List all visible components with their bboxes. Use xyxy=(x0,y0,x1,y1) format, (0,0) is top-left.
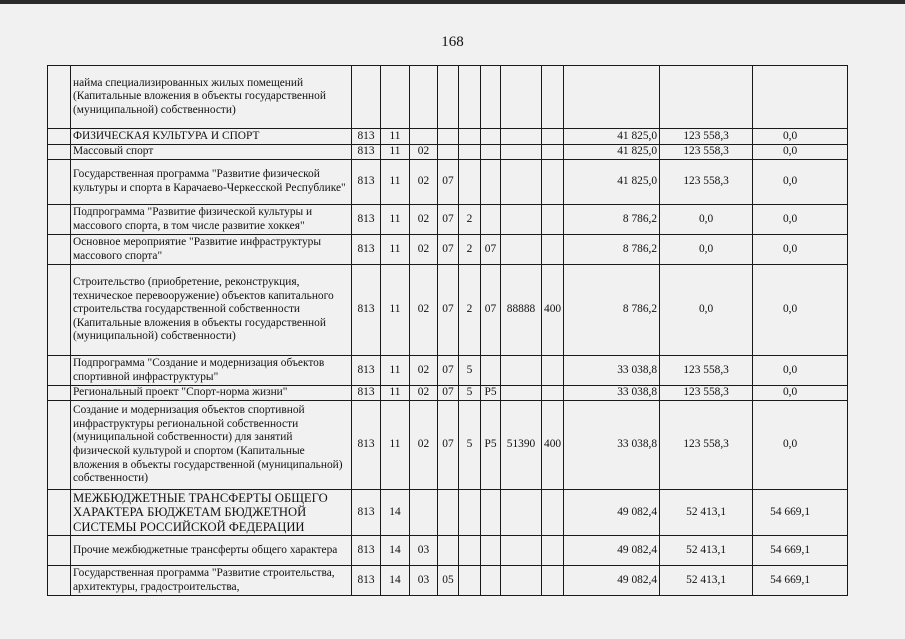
code-cell: 2 xyxy=(459,235,481,265)
code-cell: 813 xyxy=(352,235,381,265)
code-cell: 5 xyxy=(459,356,481,386)
code-cell xyxy=(410,490,438,536)
amount-v2024: 0,0 xyxy=(753,265,848,356)
code-cell xyxy=(501,66,542,129)
code-cell xyxy=(501,145,542,160)
code-cell xyxy=(501,235,542,265)
table-row xyxy=(48,265,848,356)
table-row xyxy=(48,401,848,490)
code-cell: 03 xyxy=(410,566,438,596)
code-cell xyxy=(481,205,501,235)
code-cell xyxy=(459,145,481,160)
top-edge-bar xyxy=(0,0,905,4)
row-name: Создание и модернизация объектов спортивной инфраструктуры региональной собственности (муниципальной собственности) для занятий физической культурой и спортом (Капитальные вложения в объекты государственной (муниципальной) собственности) xyxy=(71,401,352,490)
table-row xyxy=(48,66,848,129)
code-cell: 02 xyxy=(410,265,438,356)
code-cell: 02 xyxy=(410,356,438,386)
code-cell: 813 xyxy=(352,205,381,235)
amount-v2022: 41 825,0 xyxy=(564,160,660,205)
code-cell xyxy=(481,566,501,596)
row-name: Массовый спорт xyxy=(71,145,352,160)
table-row xyxy=(48,386,848,401)
code-cell: 813 xyxy=(352,566,381,596)
code-cell xyxy=(459,66,481,129)
code-cell xyxy=(481,536,501,566)
code-cell: 07 xyxy=(481,265,501,356)
code-cell: 813 xyxy=(352,145,381,160)
page-number: 168 xyxy=(441,34,464,50)
code-cell: 14 xyxy=(381,490,410,536)
code-cell xyxy=(542,386,564,401)
code-cell xyxy=(481,145,501,160)
code-cell xyxy=(542,129,564,145)
row-name: Государственная программа "Развитие физической культуры и спорта в Карачаево-Черкесской Республике" xyxy=(71,160,352,205)
code-cell: 07 xyxy=(438,386,459,401)
row-margin-cell xyxy=(48,265,71,356)
code-cell xyxy=(542,66,564,129)
row-name: Региональный проект "Спорт-норма жизни" xyxy=(71,386,352,401)
code-cell xyxy=(459,536,481,566)
row-margin-cell xyxy=(48,401,71,490)
code-cell xyxy=(438,145,459,160)
code-cell: 07 xyxy=(438,205,459,235)
amount-v2022: 8 786,2 xyxy=(564,265,660,356)
code-cell xyxy=(352,66,381,129)
budget-table xyxy=(47,65,848,596)
code-cell xyxy=(410,129,438,145)
code-cell xyxy=(501,490,542,536)
code-cell: 11 xyxy=(381,401,410,490)
code-cell: 11 xyxy=(381,129,410,145)
amount-v2023: 52 413,1 xyxy=(660,566,753,596)
code-cell xyxy=(381,66,410,129)
row-name: Подпрограмма "Развитие физической культуры и массового спорта, в том числе развитие хоккея" xyxy=(71,205,352,235)
code-cell xyxy=(501,129,542,145)
row-name: ФИЗИЧЕСКАЯ КУЛЬТУРА И СПОРТ xyxy=(71,129,352,145)
row-margin-cell xyxy=(48,205,71,235)
code-cell xyxy=(501,356,542,386)
code-cell: 05 xyxy=(438,566,459,596)
amount-v2022: 33 038,8 xyxy=(564,401,660,490)
code-cell xyxy=(542,356,564,386)
code-cell: 11 xyxy=(381,356,410,386)
code-cell xyxy=(481,66,501,129)
amount-v2023: 123 558,3 xyxy=(660,386,753,401)
amount-v2022: 8 786,2 xyxy=(564,235,660,265)
code-cell: 07 xyxy=(438,401,459,490)
code-cell xyxy=(501,386,542,401)
code-cell: 813 xyxy=(352,356,381,386)
amount-v2024: 54 669,1 xyxy=(753,536,848,566)
code-cell xyxy=(481,160,501,205)
row-margin-cell xyxy=(48,386,71,401)
row-margin-cell xyxy=(48,566,71,596)
amount-v2024: 0,0 xyxy=(753,235,848,265)
code-cell: 5 xyxy=(459,401,481,490)
code-cell: 11 xyxy=(381,235,410,265)
amount-v2022: 41 825,0 xyxy=(564,129,660,145)
table-row xyxy=(48,129,848,145)
row-margin-cell xyxy=(48,356,71,386)
code-cell: 813 xyxy=(352,401,381,490)
code-cell: 07 xyxy=(438,160,459,205)
code-cell xyxy=(542,235,564,265)
code-cell: P5 xyxy=(481,386,501,401)
amount-v2024: 0,0 xyxy=(753,401,848,490)
amount-v2023 xyxy=(660,66,753,129)
amount-v2022: 8 786,2 xyxy=(564,205,660,235)
amount-v2022: 49 082,4 xyxy=(564,536,660,566)
code-cell xyxy=(481,129,501,145)
amount-v2023: 123 558,3 xyxy=(660,129,753,145)
table-row xyxy=(48,145,848,160)
code-cell: 813 xyxy=(352,129,381,145)
code-cell: 11 xyxy=(381,145,410,160)
amount-v2023: 123 558,3 xyxy=(660,145,753,160)
code-cell: 03 xyxy=(410,536,438,566)
code-cell: 11 xyxy=(381,160,410,205)
row-name: Основное мероприятие "Развитие инфраструктуры массового спорта" xyxy=(71,235,352,265)
row-margin-cell xyxy=(48,235,71,265)
row-margin-cell xyxy=(48,145,71,160)
amount-v2022: 33 038,8 xyxy=(564,356,660,386)
row-margin-cell xyxy=(48,490,71,536)
code-cell xyxy=(542,490,564,536)
code-cell: 07 xyxy=(438,356,459,386)
amount-v2024: 0,0 xyxy=(753,160,848,205)
code-cell: 813 xyxy=(352,536,381,566)
table-row xyxy=(48,536,848,566)
code-cell: 51390 xyxy=(501,401,542,490)
table-row xyxy=(48,205,848,235)
amount-v2023: 0,0 xyxy=(660,205,753,235)
table-row xyxy=(48,490,848,536)
code-cell xyxy=(459,129,481,145)
amount-v2022 xyxy=(564,66,660,129)
amount-v2023: 123 558,3 xyxy=(660,356,753,386)
amount-v2023: 123 558,3 xyxy=(660,401,753,490)
code-cell: 02 xyxy=(410,386,438,401)
row-name: найма специализированных жилых помещений (Капитальные вложения в объекты государственной (муниципальной) собственности) xyxy=(71,66,352,129)
code-cell: 400 xyxy=(542,401,564,490)
code-cell: 07 xyxy=(481,235,501,265)
row-name: МЕЖБЮДЖЕТНЫЕ ТРАНСФЕРТЫ ОБЩЕГО ХАРАКТЕРА БЮДЖЕТАМ БЮДЖЕТНОЙ СИСТЕМЫ РОССИЙСКОЙ ФЕДЕРАЦИИ xyxy=(71,490,352,536)
code-cell: 11 xyxy=(381,265,410,356)
code-cell: 02 xyxy=(410,160,438,205)
amount-v2023: 123 558,3 xyxy=(660,160,753,205)
code-cell: 2 xyxy=(459,265,481,356)
row-name: Подпрограмма "Создание и модернизация объектов спортивной инфраструктуры" xyxy=(71,356,352,386)
code-cell: 5 xyxy=(459,386,481,401)
code-cell xyxy=(438,490,459,536)
code-cell: 11 xyxy=(381,386,410,401)
row-margin-cell xyxy=(48,536,71,566)
row-name: Прочие межбюджетные трансферты общего характера xyxy=(71,536,352,566)
amount-v2024: 54 669,1 xyxy=(753,566,848,596)
code-cell xyxy=(459,160,481,205)
table-row xyxy=(48,566,848,596)
amount-v2024: 0,0 xyxy=(753,205,848,235)
row-margin-cell xyxy=(48,66,71,129)
amount-v2022: 49 082,4 xyxy=(564,490,660,536)
code-cell xyxy=(438,536,459,566)
code-cell xyxy=(459,566,481,596)
code-cell xyxy=(501,205,542,235)
amount-v2023: 0,0 xyxy=(660,235,753,265)
amount-v2023: 52 413,1 xyxy=(660,536,753,566)
amount-v2024: 0,0 xyxy=(753,129,848,145)
code-cell: P5 xyxy=(481,401,501,490)
code-cell xyxy=(481,356,501,386)
code-cell: 07 xyxy=(438,235,459,265)
code-cell xyxy=(542,536,564,566)
code-cell: 14 xyxy=(381,566,410,596)
code-cell xyxy=(501,566,542,596)
code-cell: 07 xyxy=(438,265,459,356)
code-cell xyxy=(459,490,481,536)
code-cell xyxy=(542,566,564,596)
code-cell: 02 xyxy=(410,145,438,160)
code-cell: 813 xyxy=(352,386,381,401)
table-row xyxy=(48,160,848,205)
code-cell xyxy=(438,129,459,145)
amount-v2024: 0,0 xyxy=(753,356,848,386)
code-cell: 813 xyxy=(352,490,381,536)
code-cell: 02 xyxy=(410,205,438,235)
code-cell: 813 xyxy=(352,265,381,356)
code-cell: 02 xyxy=(410,401,438,490)
amount-v2022: 33 038,8 xyxy=(564,386,660,401)
code-cell: 88888 xyxy=(501,265,542,356)
amount-v2022: 41 825,0 xyxy=(564,145,660,160)
code-cell xyxy=(410,66,438,129)
amount-v2023: 52 413,1 xyxy=(660,490,753,536)
code-cell xyxy=(542,160,564,205)
code-cell: 2 xyxy=(459,205,481,235)
code-cell: 400 xyxy=(542,265,564,356)
row-margin-cell xyxy=(48,160,71,205)
code-cell: 14 xyxy=(381,536,410,566)
row-margin-cell xyxy=(48,129,71,145)
amount-v2024: 0,0 xyxy=(753,386,848,401)
row-name: Государственная программа "Развитие строительства, архитектуры, градостроительства, xyxy=(71,566,352,596)
table-row xyxy=(48,235,848,265)
code-cell: 02 xyxy=(410,235,438,265)
code-cell xyxy=(481,490,501,536)
code-cell: 813 xyxy=(352,160,381,205)
amount-v2024: 0,0 xyxy=(753,145,848,160)
amount-v2024 xyxy=(753,66,848,129)
code-cell xyxy=(542,145,564,160)
code-cell xyxy=(501,536,542,566)
code-cell xyxy=(542,205,564,235)
code-cell xyxy=(438,66,459,129)
amount-v2024: 54 669,1 xyxy=(753,490,848,536)
code-cell xyxy=(501,160,542,205)
amount-v2023: 0,0 xyxy=(660,265,753,356)
code-cell: 11 xyxy=(381,205,410,235)
amount-v2022: 49 082,4 xyxy=(564,566,660,596)
row-name: Строительство (приобретение, реконструкция, техническое перевооружение) объектов капитального строительства государственной собственности (Капитальные вложения в объекты государственной (муниципальной) собственности) xyxy=(71,265,352,356)
table-row xyxy=(48,356,848,386)
